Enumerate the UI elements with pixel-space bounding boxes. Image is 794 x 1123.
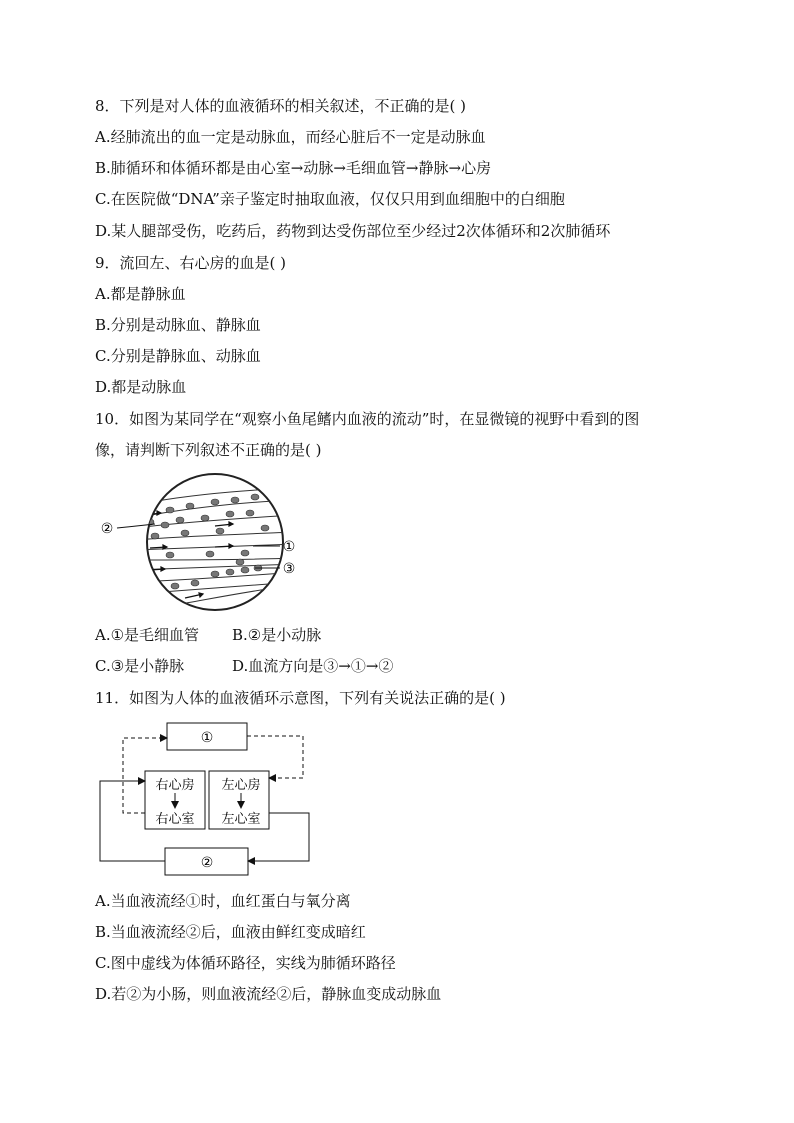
bottom-box-label: ② (200, 855, 214, 871)
q9-option-a: A.都是静脉血 (95, 285, 186, 303)
q11-circulation-diagram (95, 718, 320, 878)
left-atrium-label: 左心房 (221, 778, 261, 793)
q11-stem: 11．如图为人体的血液循环示意图，下列有关说法正确的是( ) (95, 689, 506, 707)
q10-option-b: B.②是小动脉 (232, 626, 322, 644)
q11-option-a: A.当血液流经①时，血红蛋白与氧分离 (95, 892, 351, 910)
q10-label-2: ② (100, 521, 114, 537)
q11-option-d: D.若②为小肠，则血液流经②后，静脉血变成动脉血 (95, 985, 442, 1003)
q10-option-d: D.血流方向是③→①→② (232, 657, 394, 675)
q10-stem-line1: 10．如图为某同学在“观察小鱼尾鳍内血液的流动”时，在显微镜的视野中看到的图 (95, 410, 640, 428)
q8-option-a: A.经肺流出的血一定是动脉血，而经心脏后不一定是动脉血 (95, 128, 486, 146)
q10-label-3: ③ (282, 561, 296, 577)
top-box-label: ① (200, 730, 214, 746)
q11-option-b: B.当血液流经②后，血液由鲜红变成暗红 (95, 923, 366, 941)
q10-label-1: ① (282, 539, 296, 555)
q10-microscope-figure (95, 470, 310, 615)
q9-option-b: B.分别是动脉血、静脉血 (95, 316, 261, 334)
q8-stem: 8．下列是对人体的血液循环的相关叙述，不正确的是( ) (95, 97, 467, 115)
q8-option-d: D.某人腿部受伤，吃药后，药物到达受伤部位至少经过2次体循环和2次肺循环 (95, 222, 611, 240)
right-atrium-label: 右心房 (155, 778, 195, 793)
q10-stem-line2: 像，请判断下列叙述不正确的是( ) (95, 441, 322, 459)
q8-option-c: C.在医院做“DNA”亲子鉴定时抽取血液，仅仅只用到血细胞中的白细胞 (95, 190, 565, 208)
left-ventricle-label: 左心室 (221, 812, 261, 827)
q8-option-b: B.肺循环和体循环都是由心室→动脉→毛细血管→静脉→心房 (95, 159, 492, 177)
q9-stem: 9．流回左、右心房的血是( ) (95, 254, 287, 272)
q11-option-c: C.图中虚线为体循环路径，实线为肺循环路径 (95, 954, 396, 972)
q10-option-c: C.③是小静脉 (95, 657, 185, 675)
right-ventricle-label: 右心室 (155, 812, 195, 827)
q9-option-d: D.都是动脉血 (95, 378, 187, 396)
q10-option-a: A.①是毛细血管 (95, 626, 200, 644)
q9-option-c: C.分别是静脉血、动脉血 (95, 347, 261, 365)
